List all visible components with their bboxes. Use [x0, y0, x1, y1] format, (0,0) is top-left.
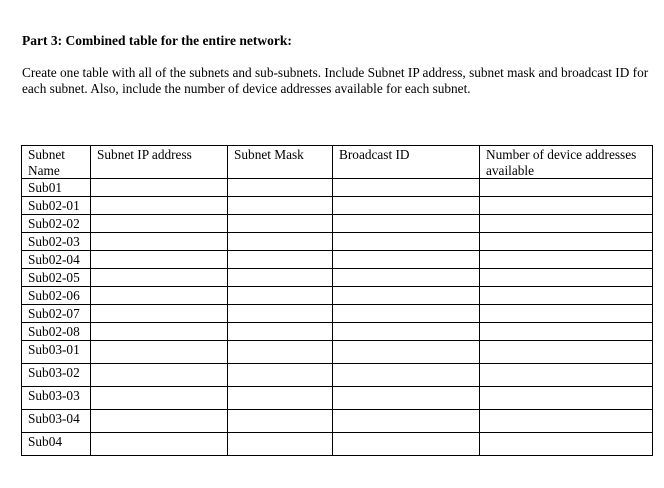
- cell-subnet-mask[interactable]: [228, 364, 333, 387]
- row-subnet-name: Sub04: [22, 433, 91, 456]
- cell-broadcast-id[interactable]: [333, 305, 480, 323]
- cell-broadcast-id[interactable]: [333, 179, 480, 197]
- cell-subnet-mask[interactable]: [228, 410, 333, 433]
- cell-broadcast-id[interactable]: [333, 364, 480, 387]
- row-subnet-name: Sub01: [22, 179, 91, 197]
- header-device-addresses: Number of device addresses available: [480, 146, 653, 179]
- cell-device-count[interactable]: [480, 305, 653, 323]
- cell-device-count[interactable]: [480, 341, 653, 364]
- header-subnet-name: Subnet Name: [22, 146, 91, 179]
- cell-broadcast-id[interactable]: [333, 387, 480, 410]
- cell-broadcast-id[interactable]: [333, 251, 480, 269]
- table-header-row: [22, 146, 653, 179]
- cell-broadcast-id[interactable]: [333, 287, 480, 305]
- cell-broadcast-id[interactable]: [333, 215, 480, 233]
- cell-broadcast-id[interactable]: [333, 433, 480, 456]
- cell-broadcast-id[interactable]: [333, 197, 480, 215]
- cell-subnet-mask[interactable]: [228, 341, 333, 364]
- cell-subnet-ip[interactable]: [91, 179, 228, 197]
- row-subnet-name: Sub02-04: [22, 251, 91, 269]
- cell-subnet-mask[interactable]: [228, 215, 333, 233]
- cell-subnet-ip[interactable]: [91, 323, 228, 341]
- cell-subnet-mask[interactable]: [228, 323, 333, 341]
- cell-subnet-ip[interactable]: [91, 251, 228, 269]
- table-row: [22, 387, 653, 410]
- cell-subnet-mask[interactable]: [228, 433, 333, 456]
- cell-subnet-mask[interactable]: [228, 287, 333, 305]
- cell-subnet-mask[interactable]: [228, 387, 333, 410]
- row-subnet-name: Sub03-03: [22, 387, 91, 410]
- table-row: [22, 179, 653, 197]
- instructions-paragraph: Create one table with all of the subnets and sub-subnets. Include Subnet IP address, subnet mask and broadcast ID for each subnet. Also, include the number of device addresses available for each subnet.: [22, 65, 649, 96]
- table-row: [22, 305, 653, 323]
- row-subnet-name: Sub02-02: [22, 215, 91, 233]
- cell-device-count[interactable]: [480, 387, 653, 410]
- row-subnet-name: Sub02-01: [22, 197, 91, 215]
- row-subnet-name: Sub02-07: [22, 305, 91, 323]
- row-subnet-name: Sub03-01: [22, 341, 91, 364]
- cell-subnet-ip[interactable]: [91, 364, 228, 387]
- table-row: [22, 364, 653, 387]
- cell-device-count[interactable]: [480, 197, 653, 215]
- cell-subnet-ip[interactable]: [91, 215, 228, 233]
- row-subnet-name: Sub02-08: [22, 323, 91, 341]
- cell-subnet-ip[interactable]: [91, 410, 228, 433]
- table-row: [22, 269, 653, 287]
- row-subnet-name: Sub02-03: [22, 233, 91, 251]
- cell-subnet-mask[interactable]: [228, 179, 333, 197]
- row-subnet-name: Sub02-06: [22, 287, 91, 305]
- cell-device-count[interactable]: [480, 251, 653, 269]
- header-subnet-mask: Subnet Mask: [228, 146, 333, 179]
- table-row: [22, 433, 653, 456]
- row-subnet-name: Sub03-04: [22, 410, 91, 433]
- table-row: [22, 410, 653, 433]
- cell-subnet-ip[interactable]: [91, 341, 228, 364]
- table-row: [22, 215, 653, 233]
- cell-subnet-mask[interactable]: [228, 305, 333, 323]
- combined-network-table: [21, 145, 653, 456]
- cell-subnet-ip[interactable]: [91, 287, 228, 305]
- cell-device-count[interactable]: [480, 410, 653, 433]
- table-row: [22, 341, 653, 364]
- cell-subnet-ip[interactable]: [91, 197, 228, 215]
- cell-broadcast-id[interactable]: [333, 269, 480, 287]
- cell-subnet-ip[interactable]: [91, 305, 228, 323]
- cell-device-count[interactable]: [480, 364, 653, 387]
- table-row: [22, 323, 653, 341]
- cell-device-count[interactable]: [480, 233, 653, 251]
- header-subnet-ip-address: Subnet IP address: [91, 146, 228, 179]
- cell-subnet-ip[interactable]: [91, 433, 228, 456]
- cell-broadcast-id[interactable]: [333, 341, 480, 364]
- cell-subnet-mask[interactable]: [228, 233, 333, 251]
- cell-device-count[interactable]: [480, 269, 653, 287]
- cell-device-count[interactable]: [480, 215, 653, 233]
- cell-device-count[interactable]: [480, 179, 653, 197]
- cell-device-count[interactable]: [480, 287, 653, 305]
- cell-subnet-mask[interactable]: [228, 251, 333, 269]
- table-row: [22, 251, 653, 269]
- cell-subnet-ip[interactable]: [91, 233, 228, 251]
- table-row: [22, 287, 653, 305]
- header-broadcast-id: Broadcast ID: [333, 146, 480, 179]
- row-subnet-name: Sub02-05: [22, 269, 91, 287]
- cell-broadcast-id[interactable]: [333, 410, 480, 433]
- table-row: [22, 233, 653, 251]
- table-row: [22, 197, 653, 215]
- cell-subnet-ip[interactable]: [91, 269, 228, 287]
- cell-broadcast-id[interactable]: [333, 323, 480, 341]
- row-subnet-name: Sub03-02: [22, 364, 91, 387]
- cell-broadcast-id[interactable]: [333, 233, 480, 251]
- cell-subnet-mask[interactable]: [228, 269, 333, 287]
- cell-subnet-ip[interactable]: [91, 387, 228, 410]
- part-heading: Part 3: Combined table for the entire network:: [22, 33, 292, 48]
- cell-device-count[interactable]: [480, 433, 653, 456]
- cell-subnet-mask[interactable]: [228, 197, 333, 215]
- cell-device-count[interactable]: [480, 323, 653, 341]
